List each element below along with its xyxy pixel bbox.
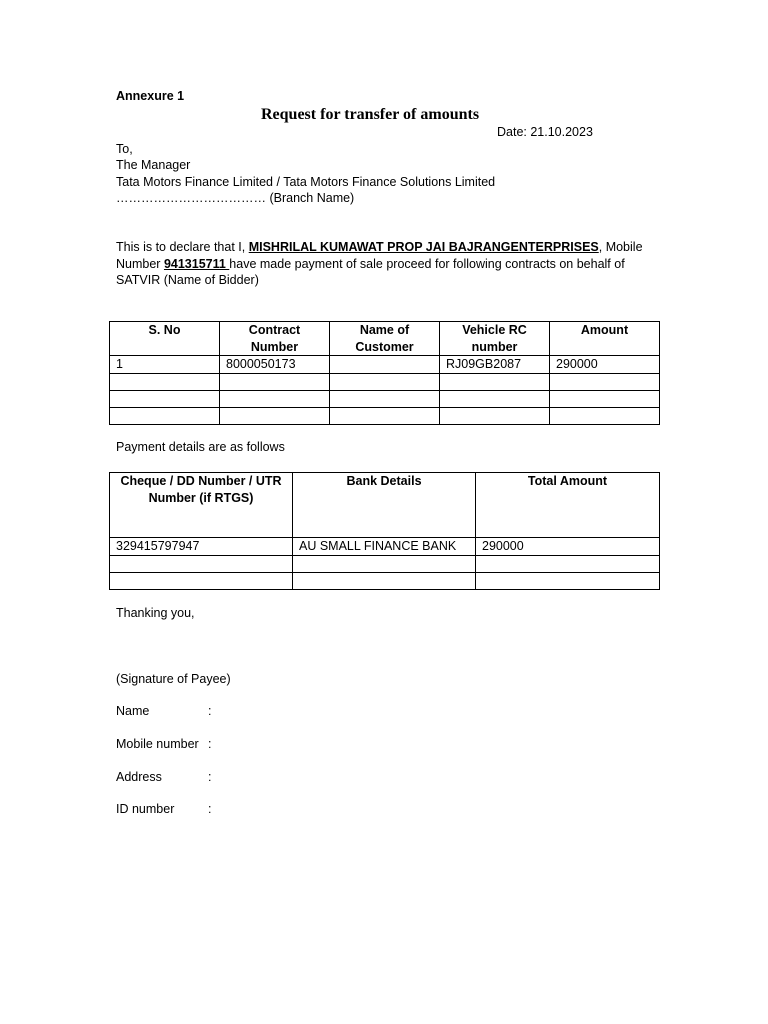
address-line-2: Tata Motors Finance Limited / Tata Motors Finance Solutions Limited xyxy=(116,175,496,189)
col-header-amount: Amount xyxy=(550,322,660,356)
table-cell: 290000 xyxy=(476,538,660,556)
name-field-label: Name xyxy=(116,704,150,718)
mobile-field-colon: : xyxy=(208,737,212,751)
col-header-cheque-number: Cheque / DD Number / UTR Number (if RTGS) xyxy=(110,473,293,538)
name-field-colon: : xyxy=(208,704,212,718)
table-cell xyxy=(440,390,550,407)
table-cell xyxy=(550,390,660,407)
id-field-colon: : xyxy=(208,802,212,816)
thanking-text: Thanking you, xyxy=(116,606,195,620)
table-cell xyxy=(550,373,660,390)
col-header-customer-name: Name of Customer xyxy=(330,322,440,356)
declarant-mobile: 941315711 xyxy=(163,256,230,271)
payment-header-row xyxy=(110,473,660,538)
table-row xyxy=(110,390,660,407)
payment-intro: Payment details are as follows xyxy=(116,440,285,454)
contracts-table xyxy=(109,321,660,425)
declaration-paragraph xyxy=(116,239,661,289)
mobile-field-label: Mobile number xyxy=(116,737,199,751)
document-date: Date: 21.10.2023 xyxy=(497,125,593,139)
table-row xyxy=(110,373,660,390)
table-cell xyxy=(476,572,660,589)
table-cell: 8000050173 xyxy=(220,356,330,374)
address-line-3: ……………………………… (Branch Name) xyxy=(116,191,355,205)
table-row xyxy=(110,555,660,572)
document-title: Request for transfer of amounts xyxy=(261,106,480,123)
table-cell: AU SMALL FINANCE BANK xyxy=(293,538,476,556)
table-cell xyxy=(330,356,440,374)
table-row xyxy=(110,356,660,374)
table-cell xyxy=(220,407,330,424)
table-row xyxy=(110,538,660,556)
table-cell xyxy=(293,572,476,589)
table-cell xyxy=(110,373,220,390)
table-cell: 290000 xyxy=(550,356,660,374)
table-cell xyxy=(110,555,293,572)
table-cell xyxy=(220,390,330,407)
contracts-header-row xyxy=(110,322,660,356)
table-cell xyxy=(110,390,220,407)
table-cell xyxy=(110,572,293,589)
table-cell xyxy=(330,407,440,424)
id-field-label: ID number xyxy=(116,802,175,816)
table-cell xyxy=(440,373,550,390)
declaration-rest: have made payment of sale proceed for following contracts on behalf of SATVIR (Name of Bidder) xyxy=(116,256,625,287)
annexure-label: Annexure 1 xyxy=(116,89,185,103)
table-cell xyxy=(440,407,550,424)
declaration-mobile-prefix: , Mobile Number xyxy=(116,240,643,271)
table-cell xyxy=(476,555,660,572)
payment-table xyxy=(109,472,660,590)
table-cell xyxy=(110,407,220,424)
table-cell: RJ09GB2087 xyxy=(440,356,550,374)
signature-label: (Signature of Payee) xyxy=(116,672,231,686)
col-header-contract-number: Contract Number xyxy=(220,322,330,356)
address-field-colon: : xyxy=(208,770,212,784)
table-cell xyxy=(220,373,330,390)
table-cell xyxy=(330,390,440,407)
table-row xyxy=(110,407,660,424)
table-cell xyxy=(550,407,660,424)
col-header-sno: S. No xyxy=(110,322,220,356)
table-row xyxy=(110,572,660,589)
address-field-label: Address xyxy=(116,770,162,784)
table-cell xyxy=(330,373,440,390)
col-header-total-amount: Total Amount xyxy=(476,473,660,538)
address-to: To, xyxy=(116,142,133,156)
col-header-vehicle-rc: Vehicle RC number xyxy=(440,322,550,356)
declarant-name: MISHRILAL KUMAWAT PROP JAI BAJRANGENTERPRISES xyxy=(248,240,599,254)
address-line-1: The Manager xyxy=(116,158,191,172)
declaration-intro: This is to declare that I, xyxy=(116,240,249,254)
table-cell xyxy=(293,555,476,572)
table-cell: 1 xyxy=(110,356,220,374)
table-cell: 329415797947 xyxy=(110,538,293,556)
col-header-bank-details: Bank Details xyxy=(293,473,476,538)
